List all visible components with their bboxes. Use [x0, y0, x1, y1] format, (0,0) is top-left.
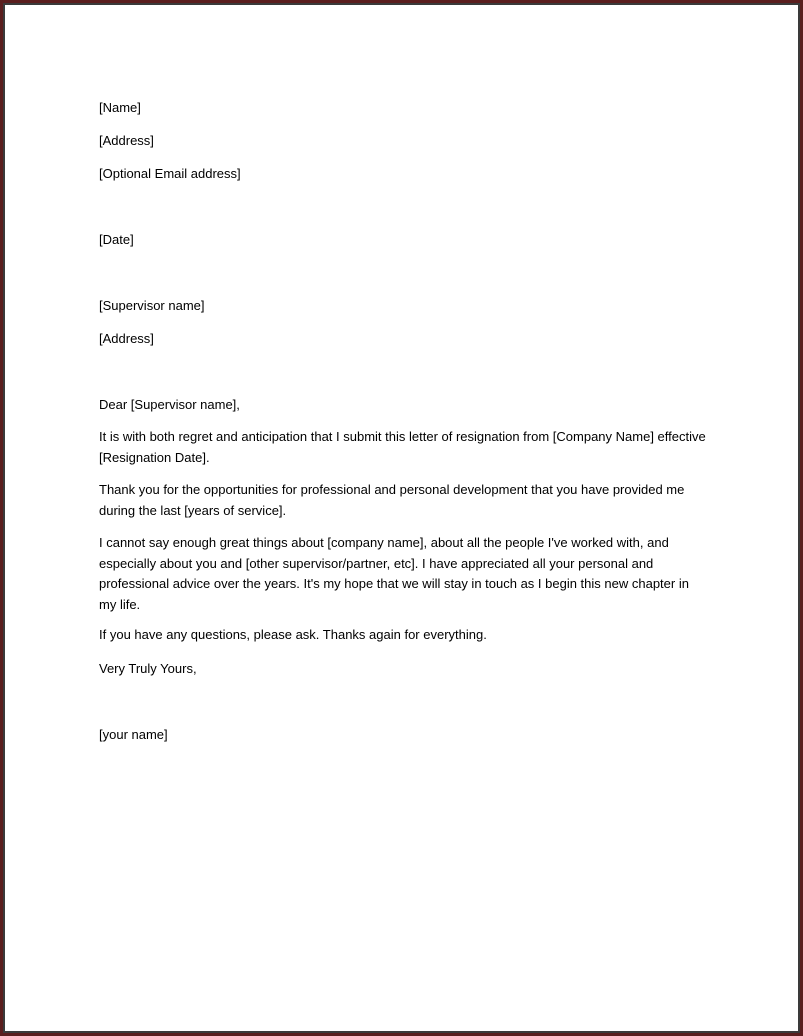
salutation: Dear [Supervisor name], [99, 397, 240, 412]
signature: [your name] [99, 727, 168, 742]
sender-address: [Address] [99, 133, 154, 148]
paragraph-appreciation: I cannot say enough great things about [company name], about all the people I've worked with, and especially about you and [other supervisor/partner, etc]. I have appreciated all your personal and professional advice over the years. It's my hope that we will stay in touch as I begin this new chapter in my life. [99, 535, 689, 612]
recipient-address: [Address] [99, 331, 154, 346]
letter-page [5, 5, 798, 1031]
paragraph-questions: If you have any questions, please ask. Thanks again for everything. [99, 627, 487, 642]
sender-email: [Optional Email address] [99, 166, 241, 181]
recipient-name: [Supervisor name] [99, 298, 205, 313]
paragraph-thanks: Thank you for the opportunities for professional and personal development that you have provided me during the last [years of service]. [99, 482, 685, 518]
paragraph-resignation: It is with both regret and anticipation that I submit this letter of resignation from [Company Name] effective [Resignation Date]. [99, 429, 706, 465]
letter-date: [Date] [99, 232, 134, 247]
closing: Very Truly Yours, [99, 661, 197, 676]
sender-name: [Name] [99, 100, 141, 115]
